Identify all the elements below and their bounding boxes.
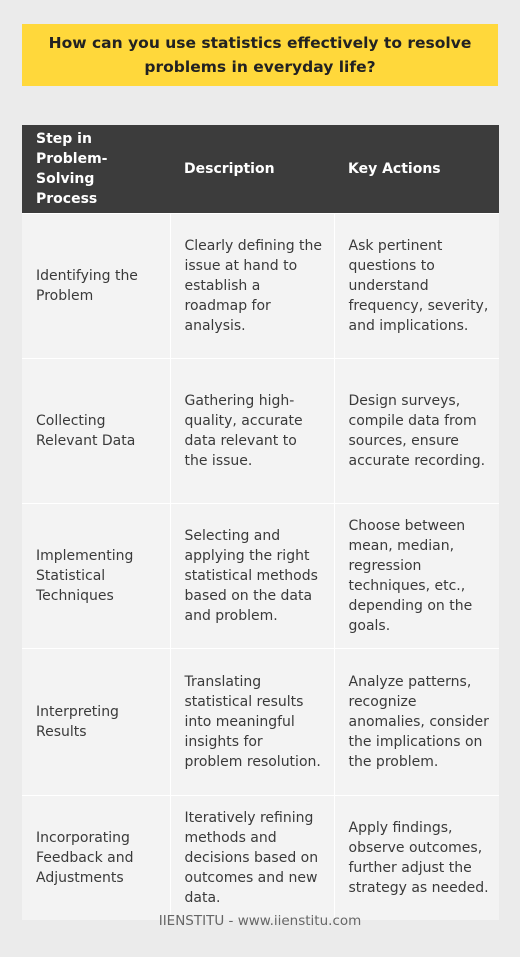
problem-solving-table (22, 125, 499, 920)
page-title: How can you use statistics effectively to resolve problems in everyday life? (48, 34, 472, 76)
table-row (22, 504, 499, 649)
header-step: Step in Problem-Solving Process (22, 125, 170, 214)
table-row (22, 214, 499, 359)
description-cell: Gathering high-quality, accurate data relevant to the issue. (170, 359, 334, 504)
step-cell: Collecting Relevant Data (22, 359, 170, 504)
description-cell: Clearly defining the issue at hand to establish a roadmap for analysis. (170, 214, 334, 359)
step-cell: Interpreting Results (22, 649, 170, 796)
actions-cell: Ask pertinent questions to understand frequency, severity, and implications. (334, 214, 499, 359)
table-row (22, 649, 499, 796)
step-cell: Incorporating Feedback and Adjustments (22, 796, 170, 920)
header-key-actions: Key Actions (334, 125, 499, 214)
header-description: Description (170, 125, 334, 214)
actions-cell: Analyze patterns, recognize anomalies, consider the implications on the problem. (334, 649, 499, 796)
actions-cell: Choose between mean, median, regression techniques, etc., depending on the goals. (334, 504, 499, 649)
title-banner (22, 24, 498, 86)
table-header-row (22, 125, 499, 214)
table-row (22, 796, 499, 920)
description-cell: Iteratively refining methods and decisions based on outcomes and new data. (170, 796, 334, 920)
description-cell: Selecting and applying the right statistical methods based on the data and problem. (170, 504, 334, 649)
description-cell: Translating statistical results into meaningful insights for problem resolution. (170, 649, 334, 796)
actions-cell: Design surveys, compile data from sources, ensure accurate recording. (334, 359, 499, 504)
footer-credit: IIENSTITU - www.iienstitu.com (158, 913, 362, 929)
step-cell: Implementing Statistical Techniques (22, 504, 170, 649)
step-cell: Identifying the Problem (22, 214, 170, 359)
actions-cell: Apply findings, observe outcomes, further adjust the strategy as needed. (334, 796, 499, 920)
table-row (22, 359, 499, 504)
